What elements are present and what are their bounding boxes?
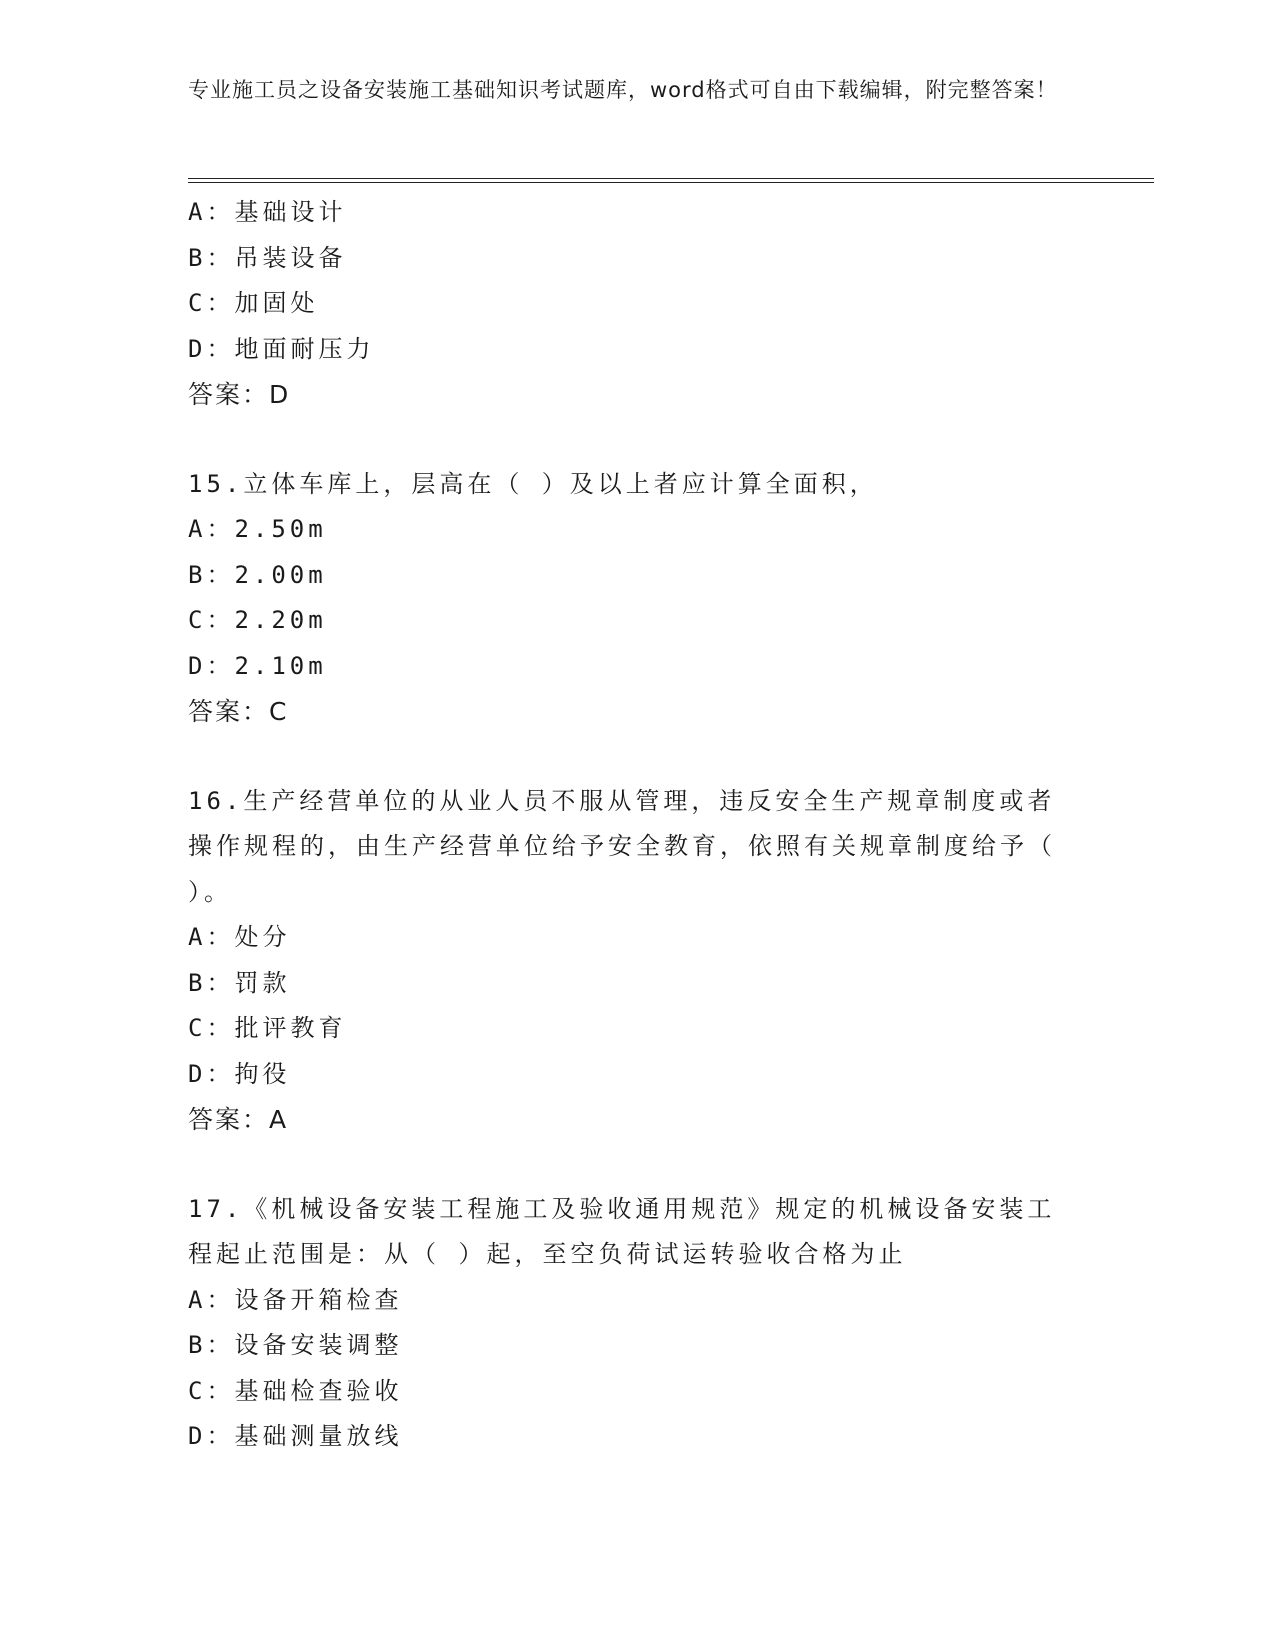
question-stem: 17.《机械设备安装工程施工及验收通用规范》规定的机械设备安装工程起止范围是：从（ ）起，至空负荷试运转验收合格为止 <box>188 1194 1056 1268</box>
document-header: 专业施工员之设备安装施工基础知识考试题库，word格式可自由下载编辑，附完整答案！ <box>188 78 1058 102</box>
answer-line: 答案：D <box>188 380 291 409</box>
option-d: D：2.10m <box>188 651 327 680</box>
option-a: A：处分 <box>188 923 291 951</box>
question-gap <box>188 1143 1088 1187</box>
option-b: B：2.00m <box>188 560 327 589</box>
answer-line: 答案：C <box>188 697 289 726</box>
question-stem: 15.立体车库上，层高在（ ）及以上者应计算全面积， <box>188 469 878 498</box>
option-b: B：罚款 <box>188 968 291 997</box>
option-d: D：拘役 <box>188 1059 291 1088</box>
option-c: C：2.20m <box>188 606 327 634</box>
question-14 <box>188 190 1088 418</box>
option-c: C：基础检查验收 <box>188 1376 403 1405</box>
question-17 <box>188 1187 1088 1460</box>
option-d: D：地面耐压力 <box>188 334 375 363</box>
question-list <box>188 190 1088 1460</box>
question-16 <box>188 779 1088 1143</box>
option-a: A：基础设计 <box>188 198 347 226</box>
option-b: B：吊装设备 <box>188 243 347 272</box>
question-gap <box>188 735 1088 779</box>
option-b: B：设备安装调整 <box>188 1331 403 1359</box>
option-c: C：加固处 <box>188 289 319 317</box>
option-d: D：基础测量放线 <box>188 1422 403 1450</box>
question-15 <box>188 462 1088 735</box>
option-a: A：2.50m <box>188 515 327 543</box>
question-gap <box>188 418 1088 462</box>
option-c: C：批评教育 <box>188 1014 347 1042</box>
answer-line: 答案：A <box>188 1105 289 1134</box>
question-stem: 16.生产经营单位的从业人员不服从管理，违反安全生产规章制度或者操作规程的，由生产经营单位给予安全教育，依照有关规章制度给予（ ）。 <box>188 786 1056 906</box>
header-divider <box>188 178 1154 183</box>
option-a: A：设备开箱检查 <box>188 1285 403 1314</box>
